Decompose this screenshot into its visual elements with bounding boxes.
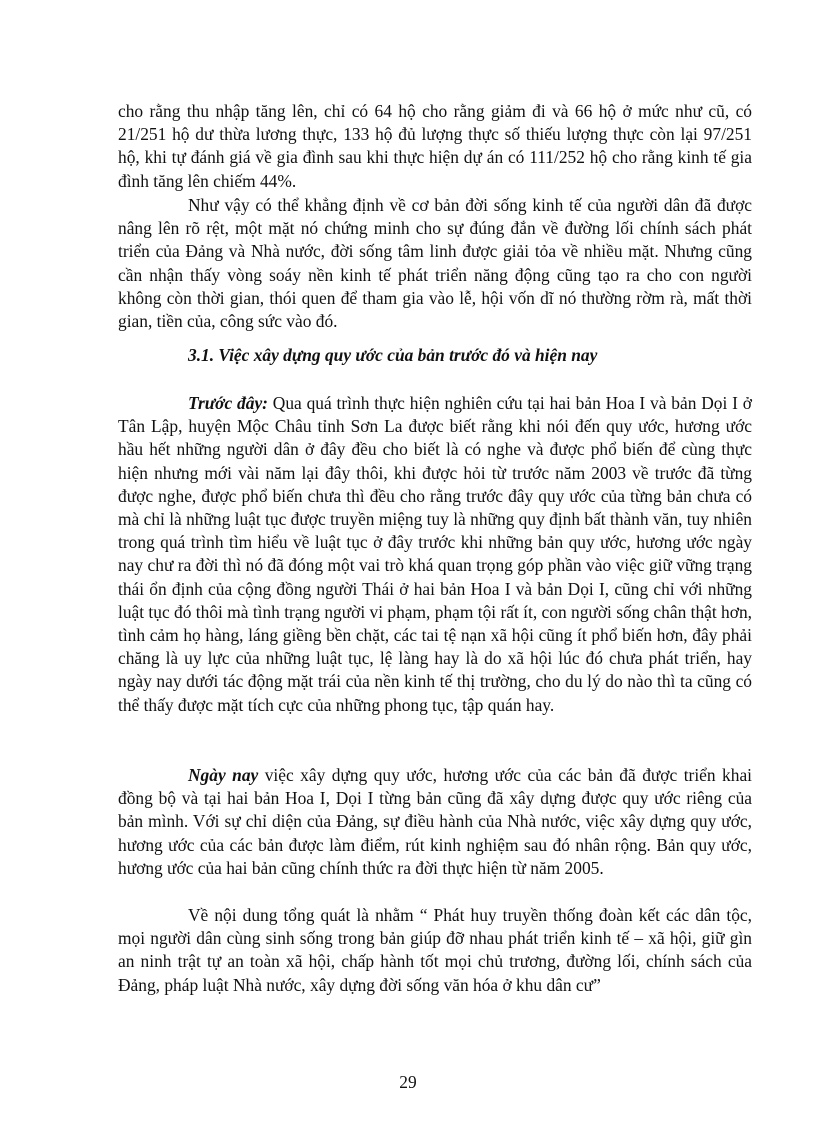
lead-before: Trước đây: [188, 393, 268, 413]
section-heading: 3.1. Việc xây dựng quy ước của bản trước đó và hiện nay [188, 345, 598, 365]
paragraph-nowadays [118, 764, 752, 880]
page-number: 29 [399, 1072, 417, 1092]
paragraph-before [118, 392, 752, 717]
paragraph-general-content: Về nội dung tổng quát là nhằm “ Phát huy truyền thống đoàn kết các dân tộc, mọi người dân cùng sinh sống trong bản giúp đỡ nhau phát triển kinh tế – xã hội, giữ gìn an ninh trật tự an toàn xã hội, chấp hành tốt mọi chủ trương, đường lối, chính sách của Đảng, pháp luật Nhà nước, xây dựng đời sống văn hóa ở khu dân cư” [118, 905, 752, 995]
lead-nowadays: Ngày nay [188, 765, 259, 785]
paragraph-economic-conclusion: Như vậy có thể khẳng định về cơ bản đời sống kinh tế của người dân đã được nâng lên rõ rệt, một mặt nó chứng minh cho sự đúng đắn về đường lối chính sách phát triển của Đảng và Nhà nước, đời sống tâm linh được giải tỏa về nhiều mặt. Nhưng cũng cần nhận thấy vòng soáy nền kinh tế phát triển năng động cũng tạo ra cho con người không còn thời gian, thói quen để tham gia vào lễ, hội vốn dĩ nó thường rờm rà, mất thời gian, tiền của, công sức vào đó. [118, 195, 752, 332]
paragraph-income-statistics: cho rằng thu nhập tăng lên, chỉ có 64 hộ cho rằng giảm đi và 66 hộ ở mức như cũ, có 21/251 hộ dư thừa lương thực, 133 hộ đủ lượng thực số thiếu lượng thực còn lại 97/251 hộ, khi tự đánh giá về gia đình sau khi thực hiện dự án có 111/252 hộ cho rằng kinh tế gia đình tăng lên chiếm 44%. [118, 101, 752, 191]
paragraph-nowadays-text: việc xây dựng quy ước, hương ước của các bản đã được triển khai đồng bộ và tại hai bản Hoa I, Dọi I từng bản cũng đã xây dựng được quy ước riêng của bản mình. Với sự chỉ diện của Đảng, sự điều hành của Nhà nước, việc xây dựng quy ước, hương ước của các bản được làm điểm, rút kinh nghiệm sau đó nhân rộng. Bản quy ước, hương ước của hai bản cũng chính thức ra đời thực hiện từ năm 2005. [118, 765, 752, 878]
paragraph-before-text: Qua quá trình thực hiện nghiên cứu tại hai bản Hoa I và bản Dọi I ở Tân Lập, huyện Mộc Châu tỉnh Sơn La được biết rằng khi nói đến quy ước, hương ước hầu hết những người dân ở đây đều cho biết là có nghe và được phổ biến để cùng thực hiện nhưng mới vài năm lại đây thôi, khi được hỏi từ trước năm 2003 về trước đã từng được nghe, được phổ biến chưa thì đều cho rằng trước đây quy ước của từng bản chưa có mà chỉ là những luật tục được truyền miệng tuy là những quy định bất thành văn, tuy nhiên trong quá trình tìm hiểu về luật tục ở đây trước khi những bản quy ước, hương ước ngày nay chư ra đời thì nó đã đóng một vai trò khá quan trọng góp phần vào việc giữ vững trạng thái ổn định của cộng đồng người Thái ở hai bản Hoa I và bản Dọi I, cũng chỉ với những luật tục đó thôi mà tình trạng người vi phạm, phạm tội rất ít, con người sống chân thật hơn, tình cảm họ hàng, láng giềng bền chặt, các tai tệ nạn xã hội cũng ít phổ biến hơn, đây phải chăng là uy lực của những luật tục, lệ làng hay là do xã hội lúc đó chưa phát triển, hay ngày nay dưới tác động mặt trái của nền kinh tế thị trường, cho du lý do nào thì ta cũng có thể thấy được mặt tích cực của những phong tục, tập quán hay. [118, 393, 752, 715]
